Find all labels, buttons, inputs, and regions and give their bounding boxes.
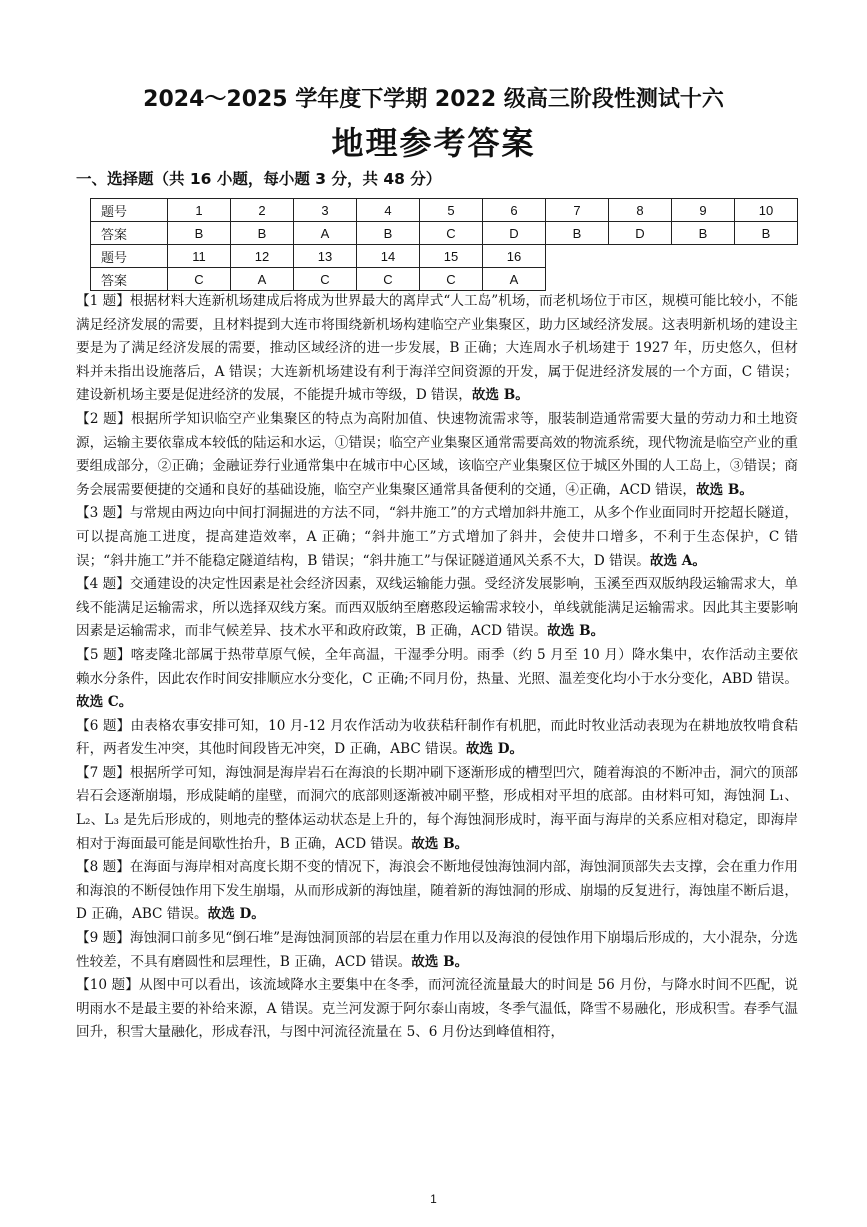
- question-number: 14: [357, 245, 420, 268]
- explanation-paragraph: [76, 644, 798, 715]
- answer-cell: A: [483, 268, 546, 291]
- explanation-paragraph: [76, 408, 798, 502]
- explanation-paragraph: [76, 573, 798, 644]
- answer-table: [90, 198, 798, 291]
- answer-cell: B: [357, 222, 420, 245]
- question-number: 8: [609, 199, 672, 222]
- question-number: 11: [168, 245, 231, 268]
- question-number: 9: [672, 199, 735, 222]
- answer-conclusion: 故选 B。: [547, 623, 605, 640]
- answer-cell: A: [294, 222, 357, 245]
- answer-cell: B: [546, 222, 609, 245]
- explanation-text: 【3 题】与常规由两边向中间打洞掘进的方法不同，“斜井施工”的方式增加斜井施工，从多个作业面同时开挖超长隧道，可以提高施工进度，提高建造效率，A 正确；“斜井施工”方式增加了斜井，会使井口增多，不利于生态保护，C 错误；“斜井施工”并不能稳定隧道结构，B 错误；“斜井施工”与保证隧道通风关系不大，D 错误。: [76, 505, 798, 569]
- explanation-paragraph: [76, 974, 798, 1045]
- question-number: 16: [483, 245, 546, 268]
- empty-cell: [546, 268, 609, 291]
- answer-conclusion: 故选 B。: [411, 953, 469, 970]
- explanation-text: 【2 题】根据所学知识临空产业集聚区的特点为高附加值、快速物流需求等，服装制造通常需要大量的劳动力和土地资源，运输主要依靠成本较低的陆运和水运，①错误；临空产业集聚区通常需要高效的物流系统，现代物流是临空产业的重要组成部分，②正确；金融证券行业通常集中在城市中心区域，该临空产业集聚区位于城区外围的人工岛上，③错误；商务会展需要便捷的交通和良好的基础设施，临空产业集聚区通常具备便利的交通，④正确，ACD 错误，: [76, 410, 798, 498]
- question-number: 13: [294, 245, 357, 268]
- question-number: 2: [231, 199, 294, 222]
- question-number: 1: [168, 199, 231, 222]
- question-number: 3: [294, 199, 357, 222]
- answer-cell: C: [357, 268, 420, 291]
- answer-conclusion: 故选 D。: [207, 906, 265, 923]
- answer-conclusion: 故选 B。: [695, 481, 753, 498]
- table-row: [91, 222, 798, 245]
- empty-cell: [735, 245, 798, 268]
- question-number: 4: [357, 199, 420, 222]
- empty-cell: [735, 268, 798, 291]
- question-number: 10: [735, 199, 798, 222]
- answer-cell: B: [735, 222, 798, 245]
- question-number: 12: [231, 245, 294, 268]
- answer-conclusion: 故选 A。: [649, 552, 706, 569]
- explanation-paragraph: [76, 502, 798, 573]
- answer-cell: D: [609, 222, 672, 245]
- section-heading: 一、选择题（共 16 小题，每小题 3 分，共 48 分）: [76, 170, 442, 188]
- explanation-text: 【6 题】由表格农事安排可知，10 月-12 月农作活动为收获秸秆制作有机肥，而此时牧业活动表现为在耕地放牧啃食秸秆，两者发生冲突，其他时间段皆无冲突，D 正确，ABC 错误。: [76, 717, 798, 758]
- row-label: 答案: [91, 222, 168, 245]
- table-row: [91, 268, 798, 291]
- question-number: 15: [420, 245, 483, 268]
- empty-cell: [672, 245, 735, 268]
- empty-cell: [546, 245, 609, 268]
- row-label: 题号: [91, 245, 168, 268]
- answer-cell: B: [672, 222, 735, 245]
- question-number: 7: [546, 199, 609, 222]
- answer-cell: B: [231, 222, 294, 245]
- explanation-paragraph: [76, 290, 798, 408]
- explanation-text: 【9 题】海蚀洞口前多见“倒石堆”是海蚀洞顶部的岩层在重力作用以及海浪的侵蚀作用下崩塌后形成的，大小混杂，分选性较差，不具有磨圆性和层理性，B 正确，ACD 错误。: [76, 930, 798, 970]
- explanations: [76, 290, 798, 1045]
- explanation-text: 【5 题】喀麦隆北部属于热带草原气候，全年高温，干湿季分明。雨季（约 5 月至 10 月）降水集中，农作活动主要依赖水分条件，因此农作时间安排顺应水分变化，C 正确;不同月份，热量、光照、温差变化均小于水分变化，ABD 错误。: [76, 646, 798, 687]
- answer-cell: C: [294, 268, 357, 291]
- answer-cell: C: [168, 268, 231, 291]
- table-row: [91, 245, 798, 268]
- explanation-text: 【10 题】从图中可以看出，该流域降水主要集中在冬季，而河流径流量最大的时间是 56 月份，与降水时间不匹配，说明雨水不是最主要的补给来源，A 错误。克兰河发源于阿尔泰山南坡，冬季气温低，降雪不易融化，形成积雪。春季气温回升，积雪大量融化，形成春汛，与图中河流径流量在 5、6 月份达到峰值相符，: [76, 977, 798, 1041]
- answer-cell: C: [420, 222, 483, 245]
- answer-cell: B: [168, 222, 231, 245]
- explanation-text: 【8 题】在海面与海岸相对高度长期不变的情况下，海浪会不断地侵蚀海蚀洞内部，海蚀洞顶部失去支撑，会在重力作用和海浪的不断侵蚀作用下发生崩塌，从而形成新的海蚀崖，随着新的海蚀洞的形成、崩塌的反复进行，海蚀崖不断后退，D 正确，ABC 错误。: [76, 859, 798, 923]
- subject-title: 地理参考答案: [331, 124, 536, 162]
- explanation-text: 【1 题】根据材料大连新机场建成后将成为世界最大的离岸式“人工岛”机场，而老机场位于市区，规模可能比较小，不能满足经济发展的需要，且材料提到大连市将围绕新机场构建临空产业集聚区，助力区域经济发展。这表明新机场的建设主要是为了满足经济发展的需要，推动区域经济的进一步发展，B 正确；大连周水子机场建于 1927 年，历史悠久，但材料并未指出设施落后，A 错误；大连新机场建设有利于海洋空间资源的开发，属于促进经济发展的一个方面，C 错误；建设新机场主要是促进经济的发展，不能提升城市等级，D 错误，: [76, 293, 798, 404]
- explanation-paragraph: [76, 927, 798, 974]
- empty-cell: [609, 245, 672, 268]
- explanation-text: 【4 题】交通建设的决定性因素是社会经济因素，双线运输能力强。受经济发展影响，玉溪至西双版纳段运输需求大，单线不能满足运输需求，所以选择双线方案。而西双版纳至磨憨段运输需求较小，单线就能满足运输需求。因此其主要影响因素是运输需求，而非气候差异、技术水平和政府政策，B 正确，ACD 错误。: [76, 576, 798, 640]
- explanation-paragraph: [76, 715, 798, 762]
- answer-cell: A: [231, 268, 294, 291]
- empty-cell: [609, 268, 672, 291]
- answer-conclusion: 故选 B。: [411, 835, 469, 852]
- answer-conclusion: 故选 C。: [76, 694, 133, 711]
- row-label: 答案: [91, 268, 168, 291]
- answer-cell: D: [483, 222, 546, 245]
- answer-cell: C: [420, 268, 483, 291]
- empty-cell: [672, 268, 735, 291]
- table-row: [91, 199, 798, 222]
- question-number: 6: [483, 199, 546, 222]
- question-number: 5: [420, 199, 483, 222]
- answer-conclusion: 故选 D。: [465, 741, 524, 758]
- page-number: 1: [430, 1192, 437, 1206]
- answer-conclusion: 故选 B。: [471, 387, 529, 404]
- explanation-paragraph: [76, 762, 798, 856]
- row-label: 题号: [91, 199, 168, 222]
- explanation-paragraph: [76, 856, 798, 927]
- exam-title: 2024～2025 学年度下学期 2022 级高三阶段性测试十六: [143, 87, 724, 112]
- explanation-text: 【7 题】根据所学可知，海蚀洞是海岸岩石在海浪的长期冲刷下逐渐形成的槽型凹穴，随着海浪的不断冲击，洞穴的顶部岩石会逐渐崩塌，形成陡峭的崖壁，而洞穴的底部则逐渐被冲刷平整，形成相对平坦的底部。由材料可知，海蚀洞 L₁、L₂、L₃ 是先后形成的，则地壳的整体运动状态是上升的，每个海蚀洞形成时，海平面与海岸的关系应相对稳定，即海岸相对于海面最可能是间歇性抬升，B 正确，ACD 错误。: [76, 764, 798, 852]
